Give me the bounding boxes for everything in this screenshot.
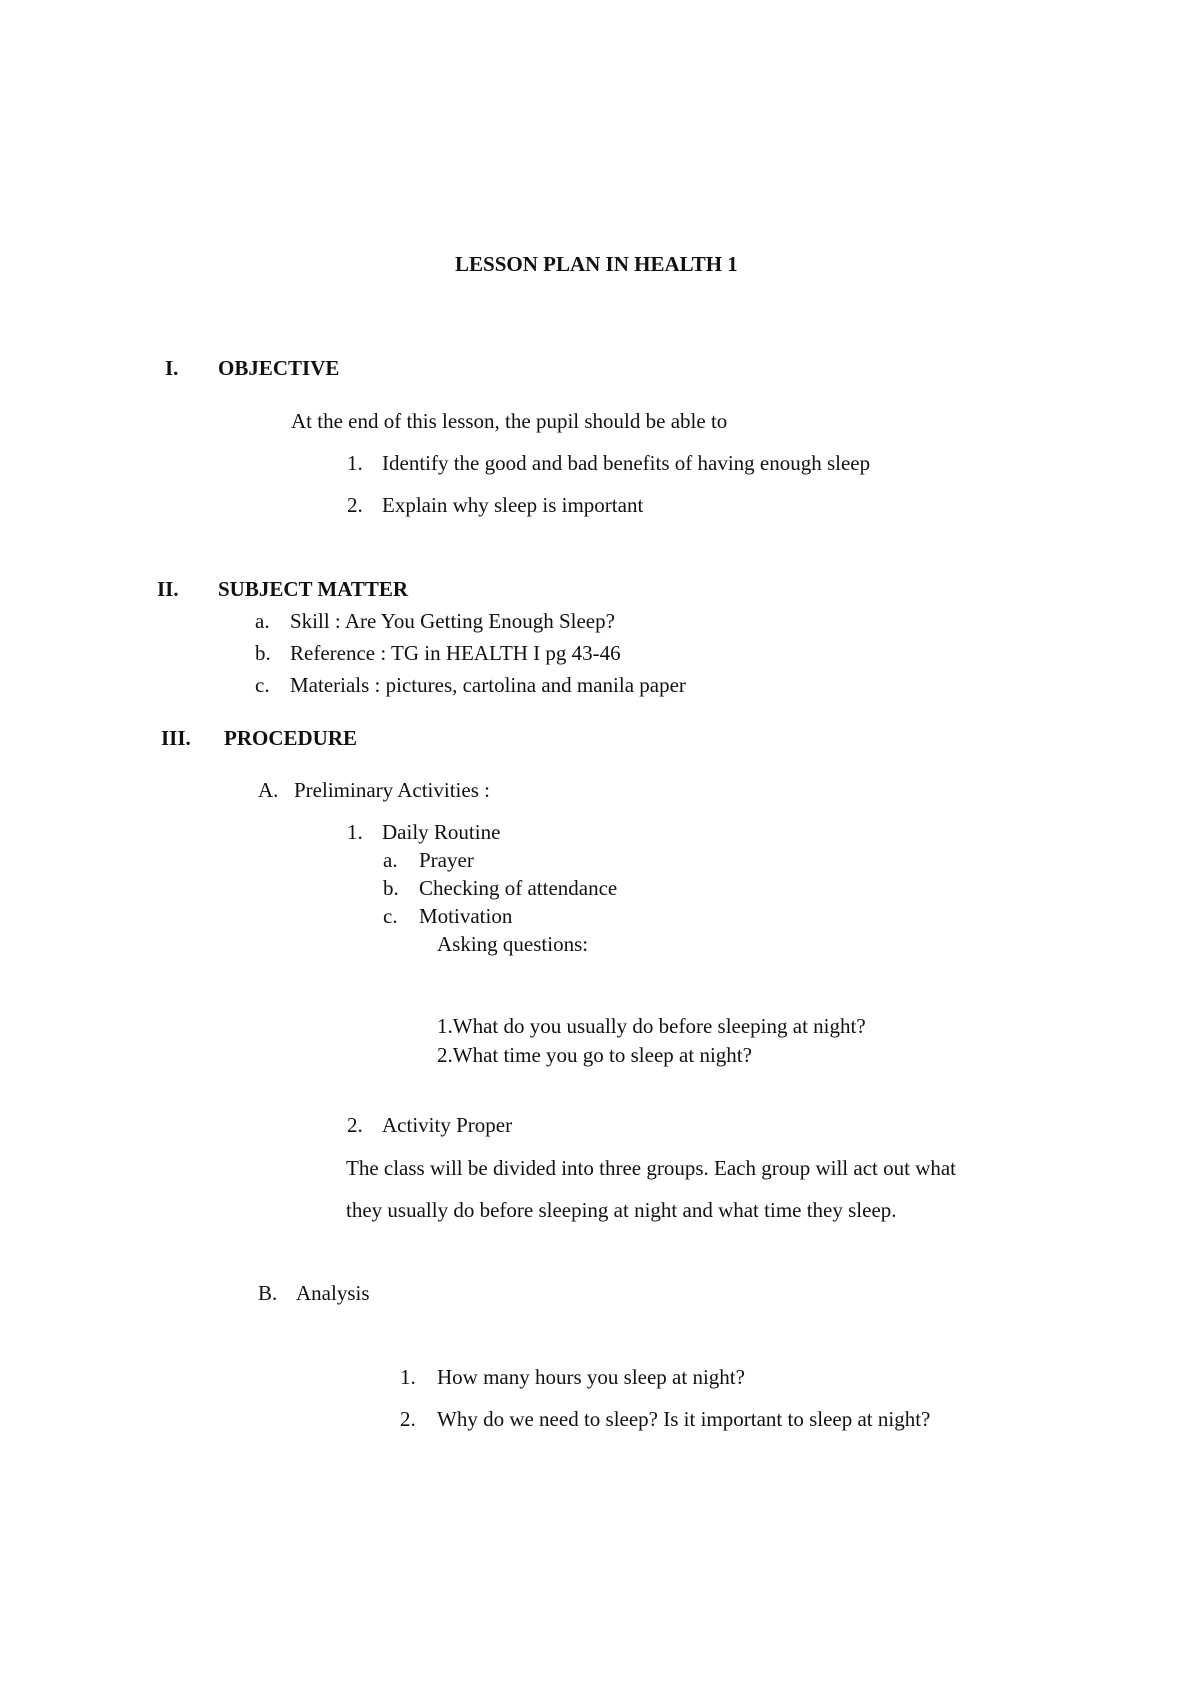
section-b-title: Analysis <box>296 1281 370 1305</box>
section-b-marker: B. <box>258 1281 278 1305</box>
objective-item-text: Identify the good and bad benefits of having enough sleep <box>382 451 871 475</box>
motivation-question: 1.What do you usually do before sleeping at night? <box>437 1014 866 1038</box>
procedure-numeral: III. <box>161 726 191 750</box>
daily-routine-item-text: Checking of attendance <box>419 876 618 900</box>
section-a-marker: A. <box>258 778 279 802</box>
objective-item-text: Explain why sleep is important <box>382 493 644 517</box>
daily-routine-item-marker: a. <box>383 848 398 872</box>
analysis-item-marker: 2. <box>400 1407 416 1431</box>
activity-proper-line: they usually do before sleeping at night and what time they sleep. <box>346 1198 897 1222</box>
analysis-item-text: How many hours you sleep at night? <box>437 1365 745 1389</box>
objective-heading: OBJECTIVE <box>218 356 340 380</box>
subject-matter-item-marker: c. <box>255 673 270 697</box>
daily-routine-marker: 1. <box>347 820 363 844</box>
objective-numeral: I. <box>165 356 179 380</box>
subject-matter-heading: SUBJECT MATTER <box>218 577 409 601</box>
section-a-title: Preliminary Activities : <box>294 778 490 802</box>
asking-questions-label: Asking questions: <box>437 932 589 956</box>
motivation-question: 2.What time you go to sleep at night? <box>437 1043 752 1067</box>
activity-proper-title: Activity Proper <box>382 1113 513 1137</box>
subject-matter-item-text: Skill : Are You Getting Enough Sleep? <box>290 609 615 633</box>
objective-item-marker: 1. <box>347 451 363 475</box>
document-title: LESSON PLAN IN HEALTH 1 <box>455 252 738 276</box>
analysis-item-text: Why do we need to sleep? Is it important to sleep at night? <box>437 1407 931 1431</box>
subject-matter-item-text: Reference : TG in HEALTH I pg 43-46 <box>290 641 621 665</box>
analysis-item-marker: 1. <box>400 1365 416 1389</box>
procedure-heading: PROCEDURE <box>224 726 358 750</box>
objective-intro: At the end of this lesson, the pupil should be able to <box>291 409 728 433</box>
subject-matter-numeral: II. <box>157 577 179 601</box>
daily-routine-item-marker: b. <box>383 876 399 900</box>
subject-matter-item-marker: b. <box>255 641 271 665</box>
daily-routine-item-text: Prayer <box>419 848 474 872</box>
subject-matter-item-marker: a. <box>255 609 270 633</box>
daily-routine-item-marker: c. <box>383 904 398 928</box>
activity-proper-line: The class will be divided into three groups. Each group will act out what <box>346 1156 957 1180</box>
activity-proper-marker: 2. <box>347 1113 363 1137</box>
objective-item-marker: 2. <box>347 493 363 517</box>
subject-matter-item-text: Materials : pictures, cartolina and manila paper <box>290 673 686 697</box>
daily-routine-title: Daily Routine <box>382 820 501 844</box>
daily-routine-item-text: Motivation <box>419 904 513 928</box>
